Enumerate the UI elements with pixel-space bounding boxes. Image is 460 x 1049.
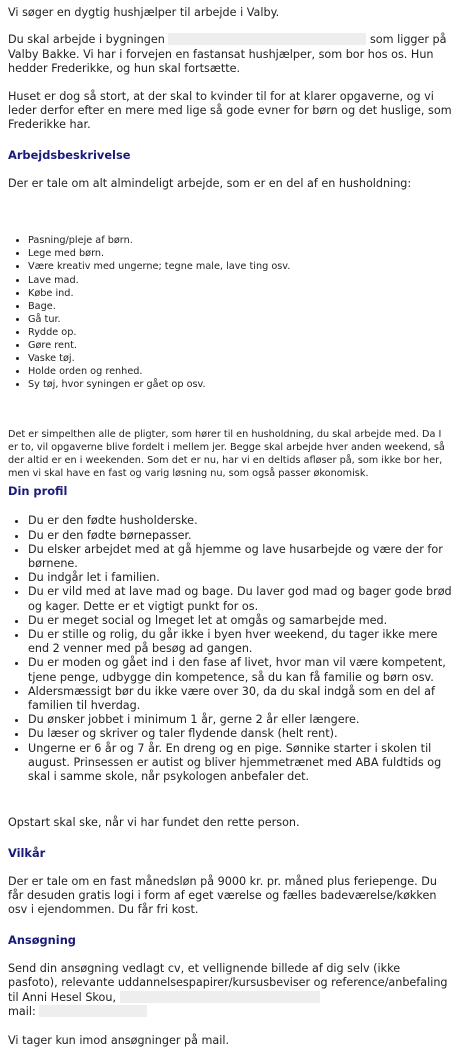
heading-terms: Vilkår bbox=[8, 845, 46, 860]
list-item: • Ungerne er 6 år og 7 år. En dreng og en pige. Sønnike starter i skolen til august. Prinsessen er autist og bliver hjemmetrænet med ABA fuldtids og skal i samme skole, når psykologen anbefaler det. bbox=[28, 742, 452, 785]
job-lead: Der er tale om alt almindeligt arbejde, som er en del af en husholdning: bbox=[8, 176, 412, 190]
list-item: • Du er stille og rolig, du går ikke i byen hver weekend, du tager ikke mere end 2 venner med på besøg ad gangen. bbox=[28, 628, 452, 656]
list-item: • Du er meget social og lmeget let at omgås og samarbejde med. bbox=[28, 614, 452, 628]
task-list bbox=[8, 234, 452, 391]
list-item: • Gøre rent. bbox=[28, 339, 452, 352]
list-item: • Du er den fødte børnepasser. bbox=[28, 529, 452, 543]
heading-job-description: Arbejdsbeskrivelse bbox=[8, 147, 131, 162]
mail-label: mail: bbox=[8, 1005, 36, 1019]
heading-profile: Din profil bbox=[8, 484, 68, 499]
list-item: • Du er vild med at lave mad og bage. Du laver god mad og bager gode brød og kager. Dette er et vigtigt punkt for os. bbox=[28, 585, 452, 613]
heading-application: Ansøgning bbox=[8, 932, 76, 947]
list-item: • Du elsker arbejdet med at gå hjemme og lave husarbejde og være der for børnene. bbox=[28, 543, 452, 571]
redacted-email bbox=[39, 1005, 147, 1017]
list-item: • Sy tøj, hvor syningen er gået op osv. bbox=[28, 378, 452, 391]
redacted-contact bbox=[120, 991, 320, 1003]
list-item: • Være kreativ med ungerne; tegne male, lave ting osv. bbox=[28, 260, 452, 273]
list-item: • Pasning/pleje af børn. bbox=[28, 234, 452, 247]
closing-text: Vi tager kun imod ansøgninger på mail. bbox=[8, 1034, 230, 1048]
list-item: • Du er moden og gået ind i den fase af livet, hvor man vil være kompetent, tjene penge, udbygge din kompetence, så du kan få familie og børn osv. bbox=[28, 656, 452, 684]
list-item: • Du ønsker jobbet i minimum 1 år, gerne 2 år eller længere. bbox=[28, 713, 452, 727]
list-item: • Rydde op. bbox=[28, 326, 452, 339]
intro-line: Vi søger en dygtig hushjælper til arbejde i Valby. bbox=[8, 6, 280, 19]
list-item: • Gå tur. bbox=[28, 313, 452, 326]
list-item: • Du indgår let i familien. bbox=[28, 571, 452, 585]
list-item: • Lege med børn. bbox=[28, 247, 452, 260]
redacted-building-address bbox=[168, 33, 366, 45]
list-item: • Du er den fødte husholderske. bbox=[28, 514, 452, 528]
job-summary: Det er simpelthen alle de pligter, som hører til en husholdning, du skal arbejde med. Da I er to, vil opgaverne blive fordelt i mellem jer. Begge skal arbejde hver anden weekend, så der altid er en i weekenden. Som det er nu, har vi en deltids afløser på, som ikke bor her, men vi skal have en fast og varig løsning nu, som også passer økonomisk. bbox=[8, 429, 445, 480]
intro-building-before: Du skal arbejde i bygningen bbox=[8, 33, 165, 47]
application-instructions: Send din ansøgning vedlagt cv, et vellignende billede af dig selv (ikke pasfoto), relevante uddannelsespapirer/kursusbeviser og reference/anbefaling til Anni Hesel Skou, bbox=[8, 961, 448, 1004]
intro-building-after: som ligger på Valby Bakke. Vi har i forvejen en fastansat hushjælper, som bor hos os. Hun hedder Frederikke, og hun skal fortsætte. bbox=[8, 33, 447, 76]
list-item: • Holde orden og renhed. bbox=[28, 365, 452, 378]
intro-house-paragraph: Huset er dog så stort, at der skal to kvinder til for at klarer opgaverne, og vi leder derfor efter en mere med lige så gode evner for børn og det huslige, som Frederikke har. bbox=[8, 89, 452, 132]
application-text bbox=[8, 962, 452, 1020]
list-item: • Du læser og skriver og taler flydende dansk (helt rent). bbox=[28, 727, 452, 741]
start-date-text: Opstart skal ske, når vi har fundet den rette person. bbox=[8, 816, 300, 830]
list-item: • Aldersmæssigt bør du ikke være over 30, da du skal indgå som en del af familien til hverdag. bbox=[28, 685, 452, 713]
terms-text: Der er tale om en fast månedsløn på 9000 kr. pr. måned plus feriepenge. Du får desuden gratis logi i form af eget værelse og fælles badeværelse/køkken osv i ejendommen. Du får fri kost. bbox=[8, 874, 437, 917]
list-item: • Købe ind. bbox=[28, 287, 452, 300]
intro-building-paragraph bbox=[8, 33, 452, 76]
list-item: • Bage. bbox=[28, 300, 452, 313]
list-item: • Vaske tøj. bbox=[28, 352, 452, 365]
profile-list bbox=[8, 514, 452, 784]
list-item: • Lave mad. bbox=[28, 274, 452, 287]
